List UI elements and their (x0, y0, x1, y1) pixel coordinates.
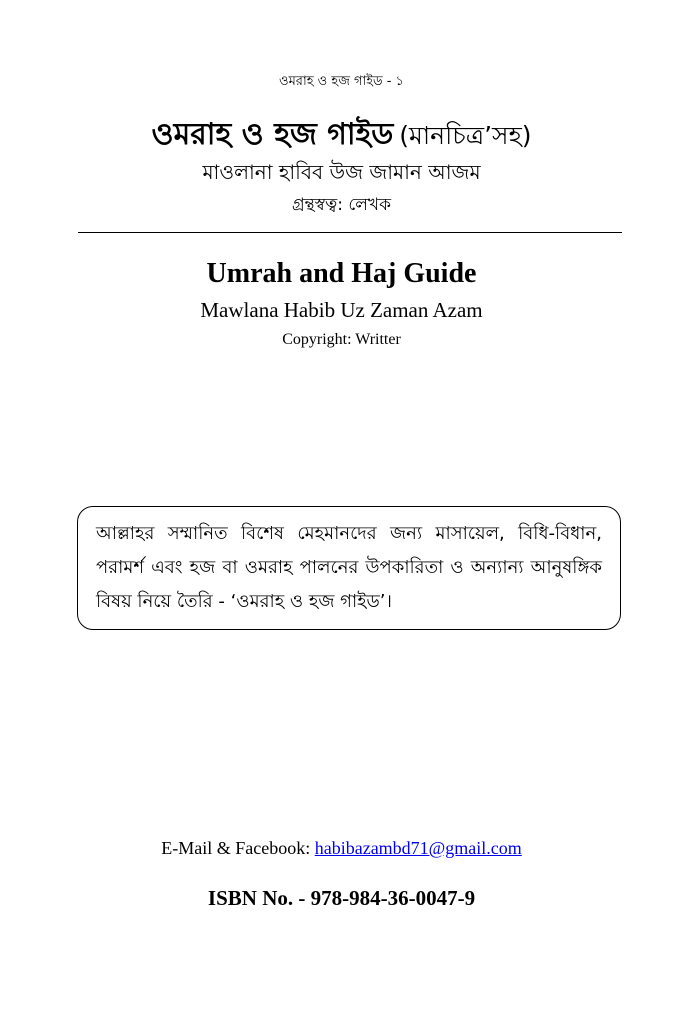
contact-label: E-Mail & Facebook: (161, 838, 311, 858)
english-title: Umrah and Haj Guide (206, 258, 477, 289)
english-copyright: Copyright: Writter (282, 331, 401, 348)
bangla-title-line (0, 110, 683, 161)
contact-email-link[interactable]: habibazambd71@gmail.com (314, 838, 522, 858)
contact-line (0, 838, 683, 859)
bangla-copyright: গ্রন্থস্বত্ব: লেখক (292, 195, 391, 215)
isbn-number: ISBN No. - 978-984-36-0047-9 (207, 886, 476, 910)
running-header: ওমরাহ ও হজ গাইড - ১ (279, 74, 404, 89)
bangla-subtitle: (মানচিত্র’সহ) (399, 121, 532, 150)
bangla-title: ওমরাহ ও হজ গাইড (151, 117, 394, 152)
bangla-author: মাওলানা হাবিব উজ জামান আজম (202, 160, 481, 184)
blurb-text: আল্লাহর সম্মানিত বিশেষ মেহমানদের জন্য মাসায়েল, বিধি-বিধান, পরামর্শ এবং হজ বা ওমরাহ পালনের উপকারিতা ও অন্যান্য আনুষঙ্গিক বিষয় নিয়ে তৈরি - ‘ওমরাহ ও হজ গাইড’। (96, 523, 602, 612)
divider-rule (78, 232, 622, 233)
blurb-box (77, 506, 621, 630)
english-author: Mawlana Habib Uz Zaman Azam (200, 298, 483, 322)
